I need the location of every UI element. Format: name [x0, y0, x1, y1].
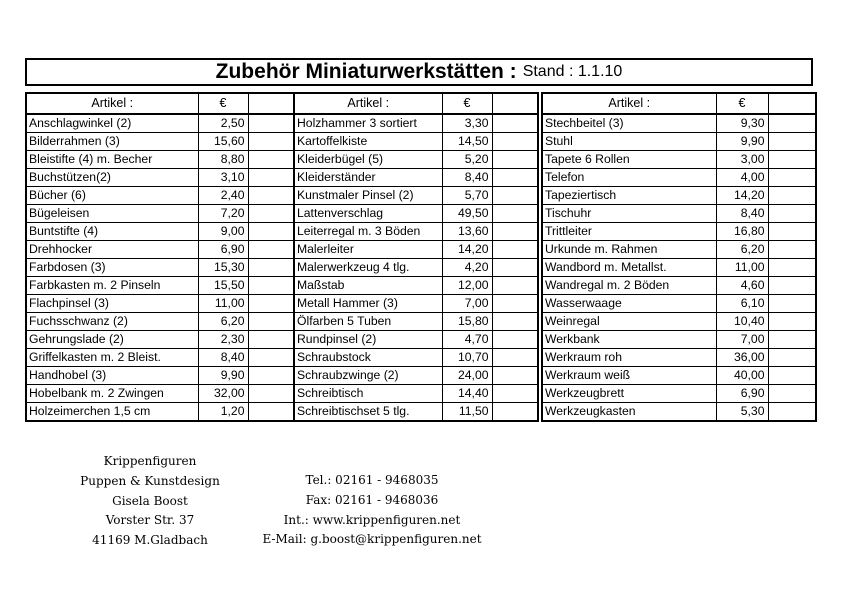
article-name: Trittleiter	[542, 223, 716, 241]
table-header-row	[26, 93, 294, 114]
article-name: Metall Hammer (3)	[294, 295, 442, 313]
article-price: 2,50	[198, 114, 248, 133]
article-price: 6,90	[716, 385, 768, 403]
table-row	[294, 151, 538, 169]
article-name: Schreibtisch	[294, 385, 442, 403]
empty-cell	[768, 349, 816, 367]
article-name: Drehhocker	[26, 241, 198, 259]
article-name: Tapete 6 Rollen	[542, 151, 716, 169]
title-box	[25, 58, 813, 86]
table-row	[294, 331, 538, 349]
empty-cell	[768, 114, 816, 133]
article-name: Werkraum roh	[542, 349, 716, 367]
empty-cell	[492, 277, 538, 295]
empty-cell	[248, 223, 294, 241]
article-price: 8,40	[442, 169, 492, 187]
stand-date: Stand : 1.1.10	[522, 63, 623, 80]
empty-cell	[248, 367, 294, 385]
empty-cell	[492, 295, 538, 313]
empty-cell	[768, 295, 816, 313]
article-price: 4,70	[442, 331, 492, 349]
table-row	[26, 169, 294, 187]
article-price: 6,10	[716, 295, 768, 313]
article-name: Werkraum weiß	[542, 367, 716, 385]
article-name: Wandregal m. 2 Böden	[542, 277, 716, 295]
article-price: 24,00	[442, 367, 492, 385]
article-price: 9,00	[198, 223, 248, 241]
empty-cell	[248, 114, 294, 133]
article-name: Urkunde m. Rahmen	[542, 241, 716, 259]
table-row	[294, 187, 538, 205]
empty-cell	[768, 367, 816, 385]
empty-cell	[768, 133, 816, 151]
footer-address-line: Vorster Str. 37	[105, 513, 195, 528]
footer-address-line: Krippenfiguren	[103, 454, 197, 468]
table-row	[26, 187, 294, 205]
table-row	[294, 403, 538, 422]
empty-cell	[248, 349, 294, 367]
table-row	[26, 313, 294, 331]
article-name: Stechbeitel (3)	[542, 114, 716, 133]
table-row	[294, 133, 538, 151]
empty-cell	[768, 205, 816, 223]
column-header-blank	[248, 93, 294, 114]
article-name: Telefon	[542, 169, 716, 187]
article-name: Schreibtischset 5 tlg.	[294, 403, 442, 422]
article-price: 36,00	[716, 349, 768, 367]
table-row	[26, 331, 294, 349]
article-price: 4,20	[442, 259, 492, 277]
column-header-article: Artikel :	[542, 93, 716, 114]
table-row	[26, 295, 294, 313]
empty-cell	[248, 169, 294, 187]
article-name: Malerwerkzeug 4 tlg.	[294, 259, 442, 277]
empty-cell	[492, 223, 538, 241]
empty-cell	[492, 367, 538, 385]
table-row	[542, 403, 816, 422]
article-price: 8,40	[198, 349, 248, 367]
empty-cell	[248, 187, 294, 205]
empty-cell	[768, 331, 816, 349]
empty-cell	[248, 259, 294, 277]
table-row	[26, 223, 294, 241]
footer-contact	[262, 471, 482, 550]
article-price: 5,20	[442, 151, 492, 169]
table-row	[26, 114, 294, 133]
article-price: 15,30	[198, 259, 248, 277]
article-name: Wasserwaage	[542, 295, 716, 313]
empty-cell	[492, 385, 538, 403]
table-row	[294, 385, 538, 403]
table-row	[294, 241, 538, 259]
article-price: 8,40	[716, 205, 768, 223]
footer-address	[60, 452, 240, 551]
article-price: 11,00	[716, 259, 768, 277]
empty-cell	[768, 223, 816, 241]
article-name: Bilderrahmen (3)	[26, 133, 198, 151]
article-price: 6,20	[198, 313, 248, 331]
price-table-3	[541, 92, 817, 422]
article-name: Holzhammer 3 sortiert	[294, 114, 442, 133]
column-header-article: Artikel :	[26, 93, 198, 114]
article-name: Werkbank	[542, 331, 716, 349]
empty-cell	[248, 133, 294, 151]
article-price: 3,10	[198, 169, 248, 187]
article-price: 16,80	[716, 223, 768, 241]
table-row	[542, 205, 816, 223]
footer-email: E-Mail: g.boost@krippenfiguren.net	[262, 532, 482, 547]
empty-cell	[492, 313, 538, 331]
table-row	[26, 205, 294, 223]
article-name: Gehrungslade (2)	[26, 331, 198, 349]
article-name: Handhobel (3)	[26, 367, 198, 385]
article-price: 10,70	[442, 349, 492, 367]
table-row	[542, 349, 816, 367]
article-price: 6,90	[198, 241, 248, 259]
article-price: 7,20	[198, 205, 248, 223]
article-price: 4,60	[716, 277, 768, 295]
empty-cell	[248, 277, 294, 295]
footer-fax: Fax: 02161 - 9468036	[305, 492, 439, 507]
empty-cell	[248, 205, 294, 223]
article-name: Weinregal	[542, 313, 716, 331]
article-price: 40,00	[716, 367, 768, 385]
table-row	[542, 151, 816, 169]
article-price: 4,00	[716, 169, 768, 187]
empty-cell	[768, 403, 816, 422]
table-row	[542, 367, 816, 385]
article-price: 8,80	[198, 151, 248, 169]
empty-cell	[248, 151, 294, 169]
article-name: Rundpinsel (2)	[294, 331, 442, 349]
empty-cell	[492, 403, 538, 422]
article-name: Tapeziertisch	[542, 187, 716, 205]
article-name: Maßstab	[294, 277, 442, 295]
article-price: 1,20	[198, 403, 248, 422]
article-price: 7,00	[442, 295, 492, 313]
table-row	[294, 367, 538, 385]
table-row	[542, 114, 816, 133]
empty-cell	[492, 349, 538, 367]
empty-cell	[768, 169, 816, 187]
table-row	[542, 241, 816, 259]
table-row	[26, 241, 294, 259]
article-price: 14,20	[442, 241, 492, 259]
table-row	[542, 331, 816, 349]
article-name: Kartoffelkiste	[294, 133, 442, 151]
table-row	[542, 169, 816, 187]
empty-cell	[492, 114, 538, 133]
price-table-1	[25, 92, 295, 422]
article-price: 11,00	[198, 295, 248, 313]
column-header-price: €	[716, 93, 768, 114]
table-row	[542, 187, 816, 205]
table-row	[294, 223, 538, 241]
empty-cell	[768, 259, 816, 277]
article-price: 2,30	[198, 331, 248, 349]
table-row	[542, 295, 816, 313]
table-row	[26, 133, 294, 151]
article-price: 49,50	[442, 205, 492, 223]
empty-cell	[492, 241, 538, 259]
table-row	[542, 385, 816, 403]
table-row	[26, 349, 294, 367]
footer-address-line: Puppen & Kunstdesign	[80, 473, 220, 488]
article-price: 7,00	[716, 331, 768, 349]
article-price: 10,40	[716, 313, 768, 331]
article-price: 32,00	[198, 385, 248, 403]
article-price: 15,60	[198, 133, 248, 151]
table-row	[294, 349, 538, 367]
article-name: Bücher (6)	[26, 187, 198, 205]
article-price: 12,00	[442, 277, 492, 295]
empty-cell	[248, 295, 294, 313]
article-name: Malerleiter	[294, 241, 442, 259]
table-row	[294, 259, 538, 277]
table-row	[542, 223, 816, 241]
table-row	[26, 151, 294, 169]
article-name: Farbkasten m. 2 Pinseln	[26, 277, 198, 295]
article-price: 5,70	[442, 187, 492, 205]
empty-cell	[492, 205, 538, 223]
table-row	[26, 277, 294, 295]
table-row	[26, 385, 294, 403]
empty-cell	[492, 151, 538, 169]
table-row	[294, 205, 538, 223]
table-header-row	[542, 93, 816, 114]
table-row	[542, 277, 816, 295]
footer-address-line: 41169 M.Gladbach	[92, 533, 208, 548]
article-name: Werkzeugbrett	[542, 385, 716, 403]
article-price: 3,30	[442, 114, 492, 133]
empty-cell	[492, 187, 538, 205]
table-row	[26, 259, 294, 277]
empty-cell	[248, 403, 294, 422]
empty-cell	[248, 331, 294, 349]
table-row	[26, 367, 294, 385]
article-name: Flachpinsel (3)	[26, 295, 198, 313]
article-price: 13,60	[442, 223, 492, 241]
article-name: Lattenverschlag	[294, 205, 442, 223]
article-price: 15,50	[198, 277, 248, 295]
article-price: 15,80	[442, 313, 492, 331]
footer-address-line: Gisela Boost	[112, 493, 188, 508]
article-price: 14,40	[442, 385, 492, 403]
article-name: Stuhl	[542, 133, 716, 151]
article-name: Kunstmaler Pinsel (2)	[294, 187, 442, 205]
empty-cell	[492, 169, 538, 187]
empty-cell	[768, 277, 816, 295]
article-name: Schraubzwinge (2)	[294, 367, 442, 385]
table-row	[542, 313, 816, 331]
table-row	[294, 277, 538, 295]
column-header-blank	[492, 93, 538, 114]
table-row	[294, 169, 538, 187]
article-price: 14,20	[716, 187, 768, 205]
empty-cell	[248, 241, 294, 259]
article-name: Schraubstock	[294, 349, 442, 367]
article-price: 6,20	[716, 241, 768, 259]
article-name: Buchstützen(2)	[26, 169, 198, 187]
article-price: 3,00	[716, 151, 768, 169]
article-name: Tischuhr	[542, 205, 716, 223]
article-price: 9,30	[716, 114, 768, 133]
article-name: Holzeimerchen 1,5 cm	[26, 403, 198, 422]
table-row	[26, 403, 294, 422]
empty-cell	[768, 385, 816, 403]
empty-cell	[768, 187, 816, 205]
article-price: 2,40	[198, 187, 248, 205]
empty-cell	[248, 313, 294, 331]
column-header-price: €	[442, 93, 492, 114]
footer-phone: Tel.: 02161 - 9468035	[305, 473, 439, 487]
empty-cell	[492, 133, 538, 151]
page-title: Zubehör Miniaturwerkstätten :	[215, 60, 517, 83]
article-name: Anschlagwinkel (2)	[26, 114, 198, 133]
empty-cell	[248, 385, 294, 403]
table-header-row	[294, 93, 538, 114]
article-price: 9,90	[716, 133, 768, 151]
article-price: 14,50	[442, 133, 492, 151]
column-header-price: €	[198, 93, 248, 114]
article-name: Buntstifte (4)	[26, 223, 198, 241]
empty-cell	[768, 151, 816, 169]
article-price: 9,90	[198, 367, 248, 385]
article-name: Hobelbank m. 2 Zwingen	[26, 385, 198, 403]
empty-cell	[492, 331, 538, 349]
article-name: Ölfarben 5 Tuben	[294, 313, 442, 331]
empty-cell	[768, 241, 816, 259]
table-row	[294, 313, 538, 331]
price-table-2	[293, 92, 539, 422]
table-row	[294, 295, 538, 313]
article-name: Leiterregal m. 3 Böden	[294, 223, 442, 241]
article-price: 5,30	[716, 403, 768, 422]
column-header-article: Artikel :	[294, 93, 442, 114]
footer-website: Int.: www.krippenfiguren.net	[283, 512, 461, 527]
article-name: Kleiderbügel (5)	[294, 151, 442, 169]
column-header-blank	[768, 93, 816, 114]
article-name: Werkzeugkasten	[542, 403, 716, 422]
article-name: Griffelkasten m. 2 Bleist.	[26, 349, 198, 367]
article-name: Bleistifte (4) m. Becher	[26, 151, 198, 169]
table-row	[542, 133, 816, 151]
empty-cell	[492, 259, 538, 277]
empty-cell	[768, 313, 816, 331]
article-name: Wandbord m. Metallst.	[542, 259, 716, 277]
article-name: Farbdosen (3)	[26, 259, 198, 277]
article-name: Fuchsschwanz (2)	[26, 313, 198, 331]
table-row	[542, 259, 816, 277]
article-name: Kleiderständer	[294, 169, 442, 187]
table-row	[294, 114, 538, 133]
article-name: Bügeleisen	[26, 205, 198, 223]
article-price: 11,50	[442, 403, 492, 422]
